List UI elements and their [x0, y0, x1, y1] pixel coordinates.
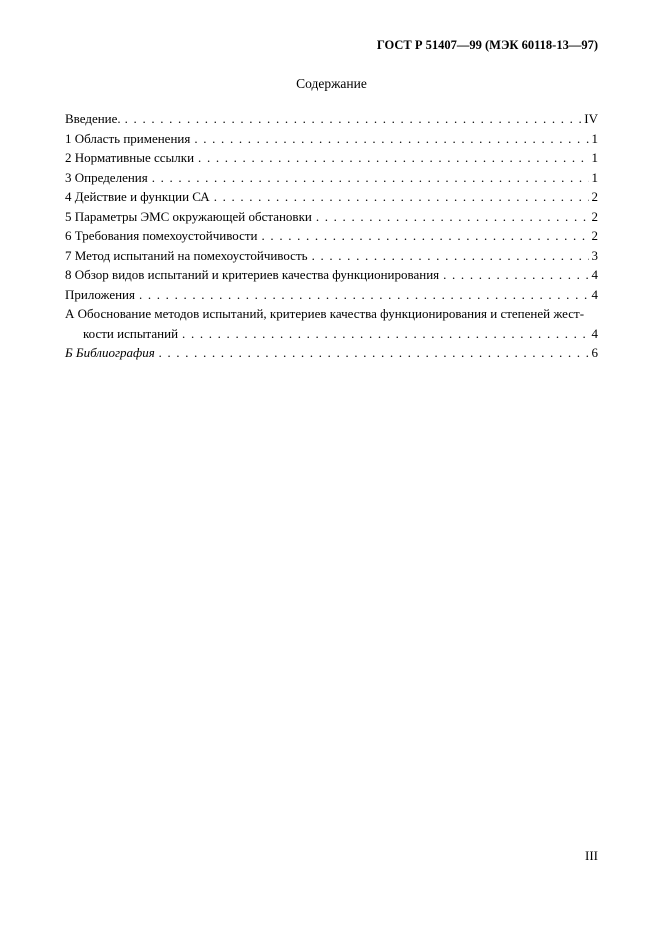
toc-entry	[65, 226, 598, 246]
toc-entry	[65, 343, 598, 363]
document-code-header: ГОСТ Р 51407—99 (МЭК 60118-13—97)	[376, 38, 598, 52]
toc-entry	[65, 109, 598, 129]
toc-entry	[65, 187, 598, 207]
toc-entry-label: 3 Определения	[65, 169, 148, 185]
toc-entry-page-number: 1	[591, 150, 598, 165]
toc-entry-label: 2 Нормативные ссылки	[65, 150, 195, 165]
toc-entry-page-number: 2	[591, 189, 598, 204]
toc-entry-page-number: 3	[591, 247, 598, 263]
toc-dot-leader	[312, 246, 589, 266]
toc-entry-label: А Обоснование методов испытаний, критериев качества функционирования и степеней жест-	[65, 306, 585, 321]
toc-entry-page-number: 4	[591, 286, 598, 302]
toc-entry-page-number: 6	[591, 345, 598, 360]
toc-dot-leader	[139, 285, 589, 305]
toc-entry-label: Приложения	[65, 286, 135, 302]
toc-entry-label: 6 Требования помехоустойчивости	[65, 228, 258, 243]
toc-entry	[65, 129, 598, 149]
toc-entry-page-number: 2	[591, 228, 598, 243]
toc-entry	[65, 324, 598, 344]
toc-entry-label: 4 Действие и функции СА	[65, 189, 210, 204]
footer-page-number: III	[585, 848, 598, 863]
toc-entry	[65, 207, 598, 227]
toc-entry-label: Введение.	[65, 111, 121, 126]
toc-entry-page-number: 1	[591, 130, 598, 146]
toc-entry-page-number: 4	[591, 267, 598, 282]
toc-entry	[65, 148, 598, 168]
toc-dot-leader	[214, 187, 589, 207]
toc-entry-page-number: IV	[584, 111, 598, 126]
toc-entry-label: Б Библиография	[65, 345, 155, 360]
toc-entry	[65, 168, 598, 188]
toc-list	[65, 109, 598, 363]
toc-dot-leader	[125, 109, 582, 129]
toc-entry-page-number: 1	[591, 169, 598, 185]
toc-dot-leader	[194, 129, 588, 149]
toc-dot-leader	[152, 168, 589, 188]
toc-entry-label: 1 Область применения	[65, 130, 191, 146]
toc-entry	[65, 246, 598, 266]
toc-entry-page-number: 4	[591, 325, 598, 341]
toc-entry-label: 8 Обзор видов испытаний и критериев качества функционирования	[65, 267, 440, 282]
toc-dot-leader	[182, 324, 588, 344]
toc-entry	[65, 304, 598, 324]
toc-dot-leader	[159, 343, 589, 363]
toc-dot-leader	[262, 226, 589, 246]
toc-entry-page-number: 2	[591, 208, 598, 224]
toc-entry-label: 7 Метод испытаний на помехоустойчивость	[65, 247, 308, 263]
toc-title: Содержание	[296, 76, 367, 91]
toc-dot-leader	[316, 207, 589, 227]
page-content	[65, 38, 598, 363]
toc-entry-label: 5 Параметры ЭМС окружающей обстановки	[65, 208, 312, 224]
toc-entry	[65, 265, 598, 285]
toc-dot-leader	[443, 265, 588, 285]
toc-dot-leader	[198, 148, 588, 168]
toc-entry	[65, 285, 598, 305]
toc-entry-label: кости испытаний	[83, 325, 179, 341]
